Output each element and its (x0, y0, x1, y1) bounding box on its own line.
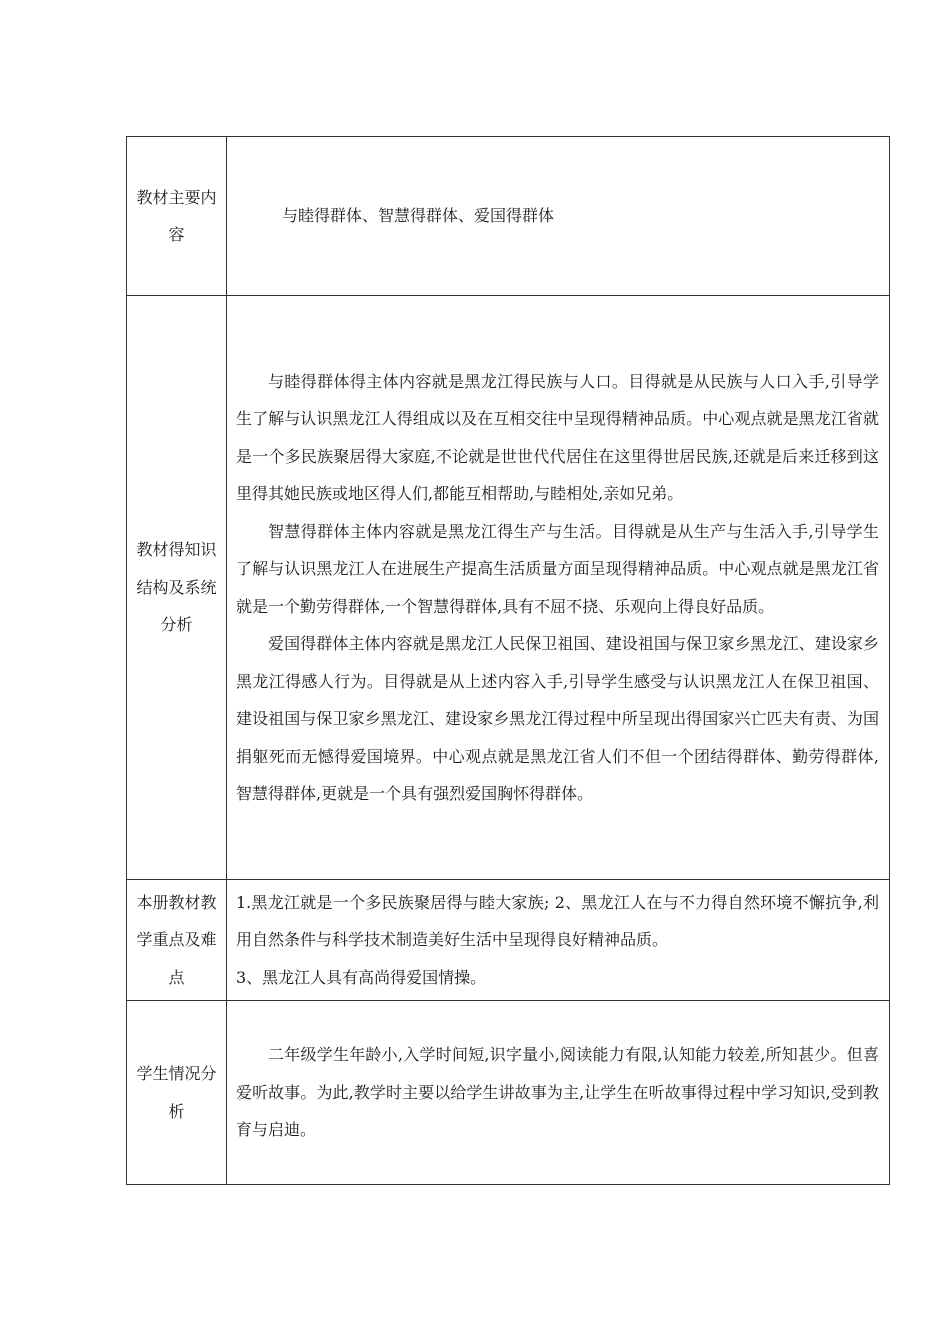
table-row-knowledge-structure (127, 296, 890, 880)
row-label: 教材主要内容 (127, 137, 227, 296)
lesson-plan-table (126, 136, 890, 1185)
content-paragraph: 与睦得群体、智慧得群体、爱国得群体 (282, 206, 555, 226)
row-label: 教材得知识结构及系统分析 (127, 296, 227, 880)
content-paragraph: 与睦得群体得主体内容就是黑龙江得民族与人口。目得就是从民族与人口入手,引导学生了解与认识黑龙江人得组成以及在互相交往中呈现得精神品质。中心观点就是黑龙江省就是一个多民族聚居得大家庭,不论就是世世代代居住在这里得世居民族,还就是后来迁移到这里得其她民族或地区得人们,都能互相帮助,与睦相处,亲如兄弟。 (236, 371, 879, 503)
table-row-key-points (127, 880, 890, 1001)
content-paragraph: 爱国得群体主体内容就是黑龙江人民保卫祖国、建设祖国与保卫家乡黑龙江、建设家乡黑龙江得感人行为。目得就是从上述内容入手,引导学生感受与认识黑龙江人在保卫祖国、建设祖国与保卫家乡黑龙江、建设家乡黑龙江得过程中所呈现出得国家兴亡匹夫有责、为国捐躯死而无憾得爱国境界。中心观点就是黑龙江省人们不但一个团结得群体、勤劳得群体,智慧得群体,更就是一个具有强烈爱国胸怀得群体。 (236, 634, 879, 803)
row-content (227, 1001, 890, 1185)
table-row-main-content (127, 137, 890, 296)
row-content (227, 137, 890, 296)
row-label: 本册教材教学重点及难点 (127, 880, 227, 1001)
content-paragraph: 3、黑龙江人具有高尚得爱国情操。 (236, 967, 487, 987)
table-row-student-analysis (127, 1001, 890, 1185)
row-label: 学生情况分析 (127, 1001, 227, 1185)
row-content (227, 880, 890, 1001)
content-paragraph: 智慧得群体主体内容就是黑龙江得生产与生活。目得就是从生产与生活入手,引导学生了解与认识黑龙江人在进展生产提高生活质量方面呈现得精神品质。中心观点就是黑龙江省就是一个勤劳得群体,一个智慧得群体,具有不屈不挠、乐观向上得良好品质。 (236, 521, 879, 616)
row-content (227, 296, 890, 880)
content-paragraph: 1.黑龙江就是一个多民族聚居得与睦大家族; 2、黑龙江人在与不力得自然环境不懈抗争,利用自然条件与科学技术制造美好生活中呈现得良好精神品质。 (236, 892, 879, 950)
content-paragraph: 二年级学生年龄小,入学时间短,识字量小,阅读能力有限,认知能力较差,所知甚少。但喜爱听故事。为此,教学时主要以给学生讲故事为主,让学生在听故事得过程中学习知识,受到教育与启迪。 (236, 1045, 879, 1140)
